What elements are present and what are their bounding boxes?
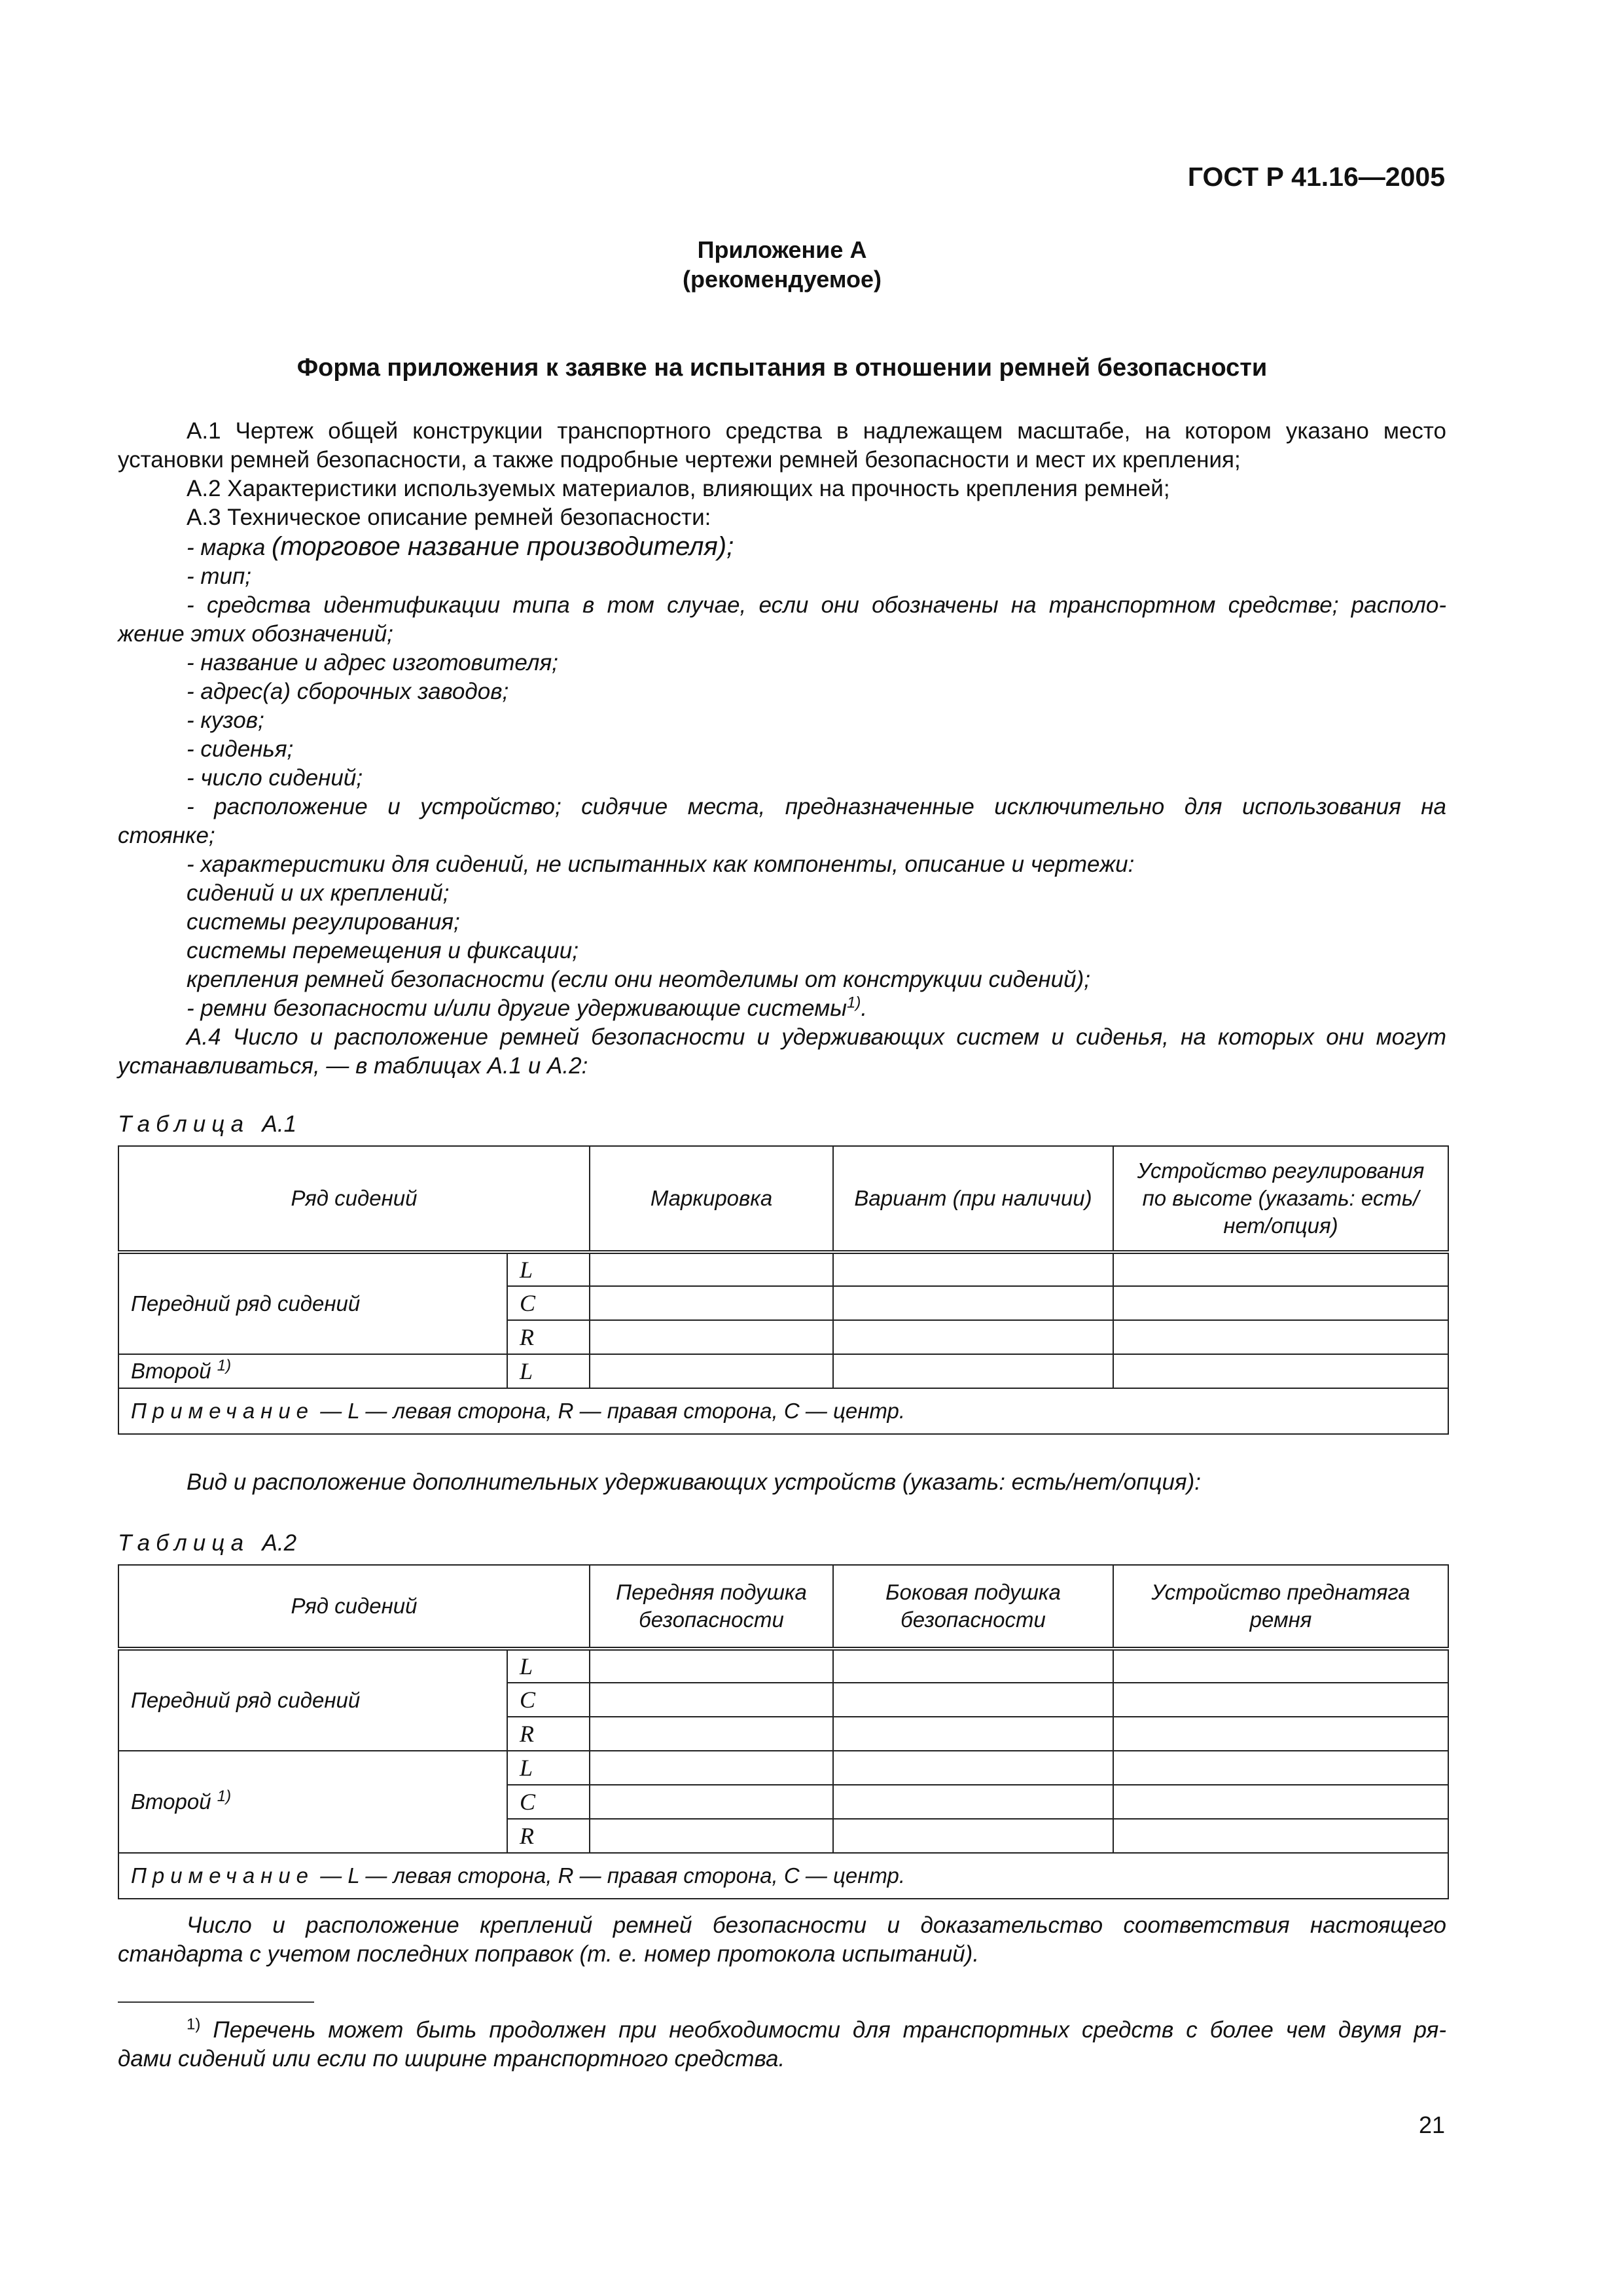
list-item-body: - кузов; bbox=[187, 708, 264, 733]
table-row bbox=[118, 1649, 1448, 1683]
table-cell bbox=[1113, 1751, 1448, 1785]
footnote-divider bbox=[118, 2001, 314, 2003]
side-cell: L bbox=[507, 1252, 590, 1286]
paragraph-a4-line2: устанавливаться, — в таблицах А.1 и А.2: bbox=[118, 1053, 588, 1079]
table-row bbox=[118, 1354, 1448, 1388]
table-cell bbox=[1113, 1286, 1448, 1320]
list-mark-rest: (торговое название производителя); bbox=[272, 532, 734, 561]
row-label-second bbox=[118, 1751, 507, 1853]
table-cell bbox=[1113, 1649, 1448, 1683]
side-cell: L bbox=[507, 1354, 590, 1388]
list-item-plants: - адрес(а) сборочных заводов; bbox=[187, 679, 509, 704]
table-cell bbox=[1113, 1354, 1448, 1388]
list-item-seats: - сиденья; bbox=[187, 736, 294, 762]
table-cell bbox=[1113, 1785, 1448, 1819]
col-header-pretensioner: Устройство преднатяга ремня bbox=[1113, 1565, 1448, 1649]
list-item-layout-line1: - расположение и устройство; сидячие места, предназначенные исключительно для использования на bbox=[187, 794, 1446, 819]
note-word: Примечание bbox=[131, 1399, 315, 1423]
table-cell bbox=[833, 1819, 1113, 1853]
note-text: — L — левая сторона, R — правая сторона, C — центр. bbox=[320, 1863, 906, 1888]
col-header-row: Ряд сидений bbox=[118, 1565, 590, 1649]
footnote-marker: 1) bbox=[187, 2015, 201, 2034]
side-cell: R bbox=[507, 1819, 590, 1853]
list-item-seat-count: - число сидений; bbox=[187, 765, 363, 791]
list-item-belts bbox=[118, 994, 1446, 1023]
side-cell: R bbox=[507, 1320, 590, 1354]
row-label-front: Передний ряд сидений bbox=[118, 1252, 507, 1354]
table-cell bbox=[1113, 1320, 1448, 1354]
list-mark-prefix: - марка bbox=[187, 535, 266, 560]
footnote bbox=[118, 2016, 1446, 2073]
view-and-placement-text: Вид и расположение дополнительных удерживающих устройств (указать: есть/нет/опция): bbox=[187, 1469, 1201, 1495]
list-item-ident-line2: жение этих обозначений; bbox=[118, 621, 393, 647]
paragraph-a1-line2: установки ремней безопасности, а также подробные чертежи ремней безопасности и мест их крепления; bbox=[118, 447, 1241, 473]
table-cell bbox=[590, 1252, 833, 1286]
col-header-front-airbag: Передняя подушка безопасности bbox=[590, 1565, 833, 1649]
list-item-maker: - название и адрес изготовителя; bbox=[187, 650, 558, 675]
table1-caption-num: А.1 bbox=[262, 1111, 297, 1137]
sub-item-move: системы перемещения и фиксации; bbox=[187, 938, 579, 963]
sub-item-adjust: системы регулирования; bbox=[187, 909, 460, 935]
col-header-marking: Маркировка bbox=[590, 1146, 833, 1252]
table-a2 bbox=[118, 1564, 1449, 1899]
final-paragraph-line1: Число и расположение креплений ремней безопасности и доказательство соответствия настоящего bbox=[187, 1912, 1446, 1938]
side-cell: C bbox=[507, 1785, 590, 1819]
table-a1 bbox=[118, 1145, 1449, 1435]
side-cell: C bbox=[507, 1286, 590, 1320]
footnote-line2: дами сидений или если по ширине транспортного средства. bbox=[118, 2046, 785, 2072]
table-header-row bbox=[118, 1146, 1448, 1252]
table-note-row bbox=[118, 1388, 1448, 1434]
paragraph-a4-line1: А.4 Число и расположение ремней безопасности и удерживающих систем и сиденья, на которых они могут bbox=[187, 1024, 1446, 1050]
form-title: Форма приложения к заявке на испытания в отношении ремней безопасности bbox=[296, 354, 1268, 382]
table1-caption bbox=[118, 1110, 1446, 1139]
table2-caption-word: Таблица bbox=[118, 1530, 250, 1556]
table-cell bbox=[590, 1717, 833, 1751]
annex-subtitle: (рекомендуемое) bbox=[683, 266, 882, 293]
table2-caption-num: А.2 bbox=[262, 1530, 297, 1556]
annex-title: Приложение А bbox=[697, 236, 867, 263]
col-header-side-airbag: Боковая подушка безопасности bbox=[833, 1565, 1113, 1649]
table-cell bbox=[833, 1683, 1113, 1717]
paragraph-a3: А.3 Техническое описание ремней безопасности: bbox=[187, 505, 711, 530]
table2-caption bbox=[118, 1529, 1446, 1558]
page-number: 21 bbox=[1418, 2111, 1445, 2138]
row-label-second bbox=[118, 1354, 507, 1388]
final-paragraph bbox=[118, 1911, 1446, 1969]
table-row bbox=[118, 1252, 1448, 1286]
standard-id: ГОСТ Р 41.16—2005 bbox=[1187, 162, 1445, 192]
note-text: — L — левая сторона, R — правая сторона, C — центр. bbox=[320, 1399, 906, 1423]
list-item-mark bbox=[118, 532, 1446, 562]
row-label-second-text: Второй bbox=[131, 1359, 211, 1383]
table-cell bbox=[833, 1751, 1113, 1785]
side-cell: L bbox=[507, 1751, 590, 1785]
paragraph-a1-line1: А.1 Чертеж общей конструкции транспортного средства в надлежащем масштабе, на котором указано место bbox=[187, 418, 1446, 444]
table-cell bbox=[1113, 1252, 1448, 1286]
footnote-text-1: Перечень может быть продолжен при необходимости для транспортных средств с более чем двумя ря- bbox=[213, 2017, 1446, 2043]
table-cell bbox=[833, 1252, 1113, 1286]
list-item-layout-line2: стоянке; bbox=[118, 823, 215, 848]
table-note-row bbox=[118, 1853, 1448, 1899]
note-word: Примечание bbox=[131, 1863, 315, 1888]
table-cell bbox=[1113, 1717, 1448, 1751]
table-cell bbox=[590, 1286, 833, 1320]
table-cell bbox=[833, 1785, 1113, 1819]
table1-caption-word: Таблица bbox=[118, 1111, 250, 1137]
col-header-variant: Вариант (при наличии) bbox=[833, 1146, 1113, 1252]
table-cell bbox=[590, 1785, 833, 1819]
main-text bbox=[118, 417, 1446, 1081]
footnote-ref: 1) bbox=[217, 1357, 232, 1374]
footnote-ref: 1) bbox=[217, 1787, 232, 1805]
side-cell: R bbox=[507, 1717, 590, 1751]
side-cell: C bbox=[507, 1683, 590, 1717]
footnote-line1 bbox=[118, 2016, 1446, 2045]
row-label-second-text: Второй bbox=[131, 1789, 211, 1814]
final-paragraph-line2: стандарта с учетом последних поправок (т. е. номер протокола испытаний). bbox=[118, 1941, 980, 1967]
list-item-ident-line1: - средства идентификации типа в том случае, если они обозначены на транспортном средстве; располо- bbox=[187, 592, 1446, 618]
footnote-ref: 1) bbox=[847, 994, 861, 1012]
list-item-characteristics: - характеристики для сидений, не испытанных как компоненты, описание и чертежи: bbox=[187, 852, 1135, 877]
list-belts-end: . bbox=[861, 996, 868, 1021]
table-cell bbox=[590, 1320, 833, 1354]
table-cell bbox=[833, 1649, 1113, 1683]
table-cell bbox=[833, 1717, 1113, 1751]
col-header-height-adjuster: Устройство регулирования по высоте (указать: есть/нет/опция) bbox=[1113, 1146, 1448, 1252]
table-cell bbox=[1113, 1819, 1448, 1853]
table-cell bbox=[590, 1683, 833, 1717]
table-cell bbox=[590, 1354, 833, 1388]
sub-item-seats: сидений и их креплений; bbox=[187, 880, 450, 906]
table-cell bbox=[833, 1286, 1113, 1320]
table-cell bbox=[590, 1649, 833, 1683]
table1-note bbox=[118, 1388, 1448, 1434]
side-cell: L bbox=[507, 1649, 590, 1683]
sub-item-anchor: крепления ремней безопасности (если они неотделимы от конструкции сидений); bbox=[187, 967, 1090, 992]
col-header-row: Ряд сидений bbox=[118, 1146, 590, 1252]
table-header-row bbox=[118, 1565, 1448, 1649]
paragraph-a2: А.2 Характеристики используемых материалов, влияющих на прочность крепления ремней; bbox=[187, 476, 1170, 501]
row-label-front: Передний ряд сидений bbox=[118, 1649, 507, 1751]
table-cell bbox=[590, 1751, 833, 1785]
list-belts-text: - ремни безопасности и/или другие удерживающие системы bbox=[187, 996, 847, 1021]
table-cell bbox=[833, 1320, 1113, 1354]
table-row bbox=[118, 1751, 1448, 1785]
table-cell bbox=[590, 1819, 833, 1853]
list-item-type: - тип; bbox=[187, 564, 251, 589]
table-cell bbox=[833, 1354, 1113, 1388]
table-cell bbox=[1113, 1683, 1448, 1717]
table2-note bbox=[118, 1853, 1448, 1899]
